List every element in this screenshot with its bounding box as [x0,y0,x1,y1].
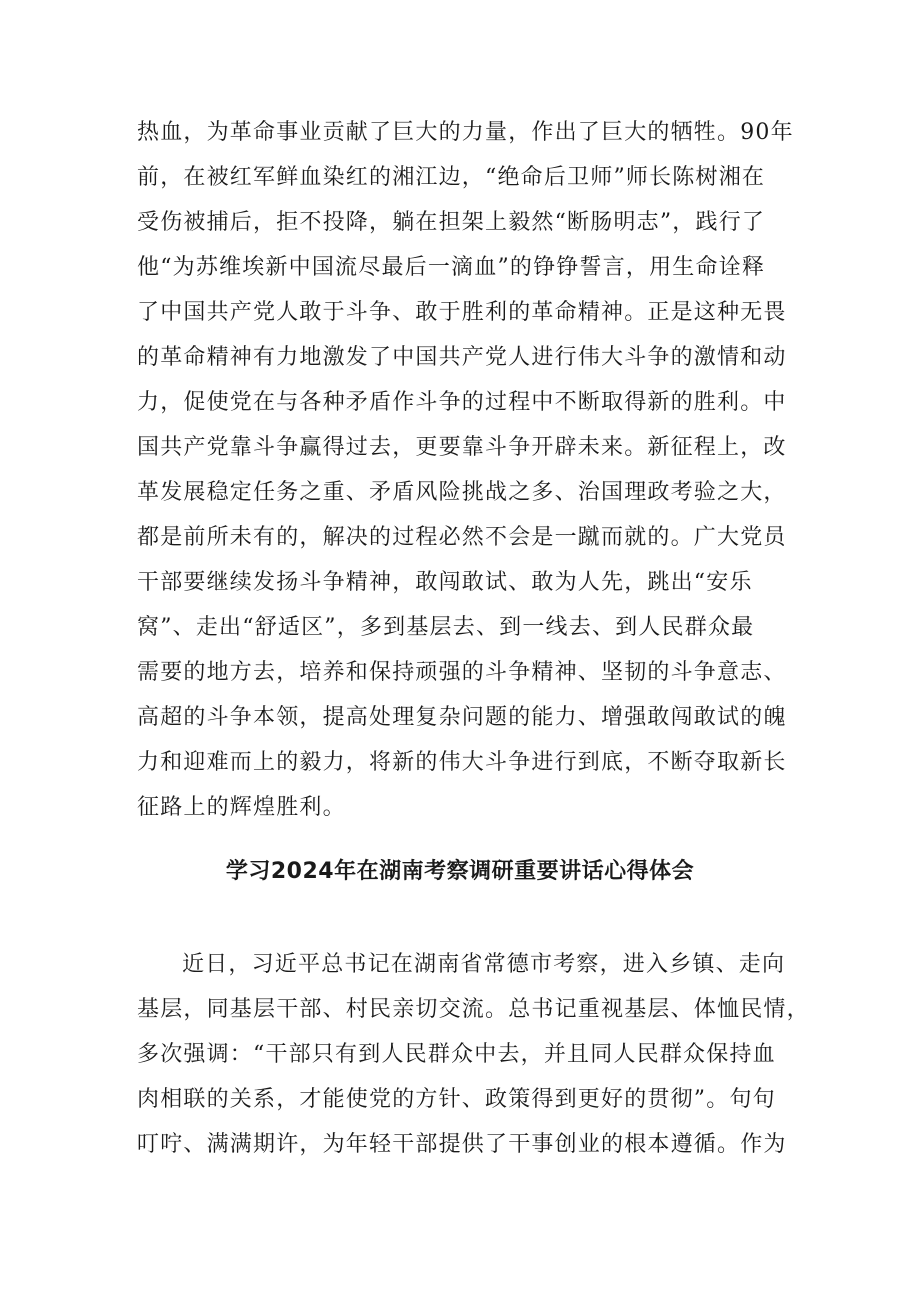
paragraph-line: 近日，习近平总书记在湖南省常德市考察，进入乡镇、走向 [182,952,786,977]
paragraph-line: 前，在被红军鲜血染红的湘江边，“绝命后卫师”师长陈树湘在 [137,165,766,190]
paragraph-line: 征路上的辉煌胜利。 [137,795,346,820]
paragraph-line: 了中国共产党人敢于斗争、敢于胜利的革命精神。正是这种无畏 [137,300,787,325]
paragraph-line: 都是前所未有的，解决的过程必然不会是一蹴而就的。广大党员 [137,525,787,550]
paragraph-line: 的革命精神有力地激发了中国共产党人进行伟大斗争的激情和动 [137,345,787,370]
paragraph-line: 叮咛、满满期许，为年轻干部提供了干事创业的根本遵循。作为 [137,1132,787,1157]
paragraph-line: 受伤被捕后，拒不投降，躺在担架上毅然“断肠明志”，践行了 [137,210,766,235]
paragraph-line: 多次强调：“干部只有到人民群众中去，并且同人民群众保持血 [137,1042,776,1067]
paragraph-line: 窝”、走出“舒适区”，多到基层去、到一线去、到人民群众最 [137,615,755,640]
paragraph-line: 力，促使党在与各种矛盾作斗争的过程中不断取得新的胜利。中 [137,390,787,415]
paragraph-line: 肉相联的关系，才能使党的方针、政策得到更好的贯彻”。句句 [137,1087,776,1112]
paragraph-line: 国共产党靠斗争赢得过去，更要靠斗争开辟未来。新征程上，改 [137,435,787,460]
paragraph-line: 基层，同基层干部、村民亲切交流。总书记重视基层、体恤民情， [137,997,810,1022]
paragraph-line: 他“为苏维埃新中国流尽最后一滴血”的铮铮誓言，用生命诠释 [137,255,766,280]
section-title: 学习2024年在湖南考察调研重要讲话心得体会 [225,859,695,884]
paragraph-line: 干部要继续发扬斗争精神，敢闯敢试、敢为人先，跳出“安乐 [137,570,753,595]
paragraph-line: 革发展稳定任务之重、矛盾风险挑战之多、治国理政考验之大， [137,480,787,505]
paragraph-line: 需要的地方去，培养和保持顽强的斗争精神、坚韧的斗争意志、 [137,660,787,685]
paragraph-line: 热血，为革命事业贡献了巨大的力量，作出了巨大的牺牲。90年 [137,120,794,145]
paragraph-line: 高超的斗争本领，提高处理复杂问题的能力、增强敢闯敢试的魄 [137,705,787,730]
paragraph-line: 力和迎难而上的毅力，将新的伟大斗争进行到底，不断夺取新长 [137,750,787,775]
